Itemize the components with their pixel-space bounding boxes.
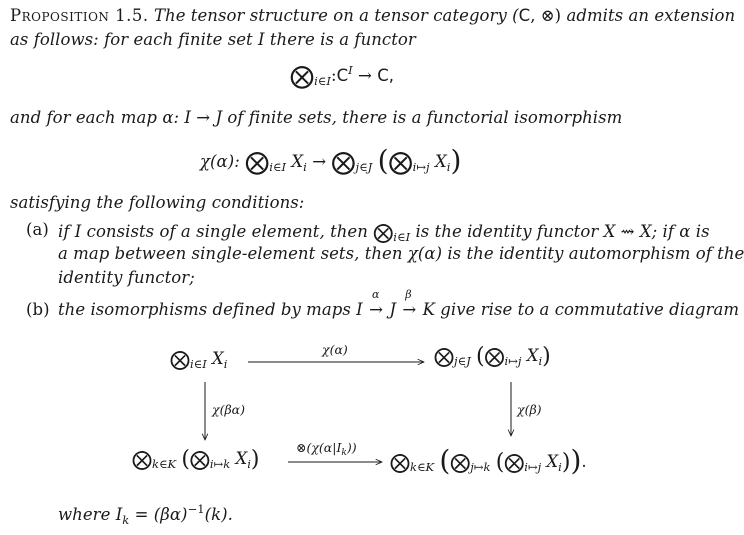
alpha-label: α — [372, 288, 380, 301]
otimes-symbol-mid: ⨂ — [450, 450, 471, 474]
chi-alpha: χ(α): — [200, 152, 240, 171]
otimes-symbol-inner: ⨂ — [189, 447, 210, 471]
X-var: X — [526, 346, 539, 365]
left-paren: ( — [475, 344, 485, 369]
conditions-intro: satisfying the following conditions: — [10, 193, 305, 212]
colon: : — [330, 66, 337, 85]
comma-otimes: , ⊗) — [530, 6, 562, 25]
otimes-symbol: ⨂ — [373, 220, 394, 244]
statement-part-2: admits an extension — [561, 6, 736, 25]
otimes-symbol: ⨂ — [390, 450, 410, 474]
bottom-label-main: ⊗(χ(α|I — [296, 440, 342, 455]
where-k-sub: k — [122, 513, 130, 527]
arrow: → — [312, 152, 327, 171]
where-text: where — [58, 505, 116, 524]
condition-a-label: (a) — [26, 220, 49, 239]
node-bottom-left — [132, 447, 260, 472]
domain-category: C — [336, 66, 349, 85]
right-paren: ) — [542, 344, 551, 369]
line3-text2: of finite sets, there is a functorial isomorphism — [222, 108, 623, 127]
otimes-symbol: ⨂ — [132, 447, 152, 471]
X-var: X — [546, 452, 559, 471]
right-arrow-label: χ(β) — [517, 402, 542, 417]
category-symbol: C — [518, 6, 531, 25]
inner-left-paren: ( — [495, 450, 505, 475]
b-J: J — [389, 300, 396, 319]
otimes-symbol-1: ⨂ — [245, 148, 270, 176]
bl-inner-sub: i↦k — [209, 457, 231, 471]
a-end: ; if α is — [651, 222, 710, 241]
tl-sub: i∈I — [190, 357, 207, 371]
outer-right-paren: ) — [570, 444, 582, 477]
index-i-in-I: i∈I — [269, 160, 287, 174]
b-I: I — [356, 300, 363, 319]
bl-sub: k∈K — [152, 457, 177, 471]
X-var-2: X — [434, 152, 447, 171]
left-paren: ( — [377, 144, 389, 177]
b-post: give rise to a commutative diagram — [434, 300, 740, 319]
statement-line-2-end: there is a functor — [264, 30, 416, 49]
node-top-right — [434, 344, 551, 369]
index-i-maps-j: i↦j — [412, 160, 430, 174]
otimes-symbol-inner: ⨂ — [484, 344, 505, 368]
where-end: (k). — [204, 505, 233, 524]
a-post: is the identity functor — [410, 222, 604, 241]
condition-a-line-3: identity functor; — [58, 268, 195, 287]
line3-text1: and for each map — [10, 108, 163, 127]
a-sub: i∈I — [393, 230, 411, 244]
condition-a-line-2: a map between single-element sets, then χ(α) is the identity automorphism of the — [58, 244, 744, 263]
X-var: X — [291, 152, 304, 171]
arrow-2: → — [402, 300, 417, 319]
node-bottom-right — [390, 444, 587, 477]
otimes-symbol: ⨂ — [290, 62, 315, 90]
i-sub: i — [558, 460, 562, 474]
otimes-symbol-2: ⨂ — [331, 148, 356, 176]
where-eq: = (βα) — [129, 505, 188, 524]
a-mid: consists of a single element, then — [81, 222, 374, 241]
i-sub-2: i — [446, 160, 451, 174]
a-I: I — [74, 222, 82, 241]
tr-inner-sub: i↦j — [504, 354, 522, 368]
otimes-symbol-inner: ⨂ — [504, 450, 525, 474]
var-I: I — [258, 30, 265, 49]
right-paren: ) — [250, 447, 260, 472]
period: . — [581, 452, 587, 471]
outer-left-paren: ( — [439, 444, 451, 477]
codomain: C, — [377, 66, 395, 85]
where-I: I — [115, 505, 123, 524]
left-arrow-label: χ(βα) — [212, 402, 245, 417]
a-X: X ⇝ X — [603, 222, 652, 241]
index-j-in-J: j∈J — [355, 160, 373, 174]
top-arrow-label: χ(α) — [322, 342, 348, 357]
i-sub: i — [247, 457, 251, 471]
right-paren: ) — [450, 144, 462, 177]
b-pre: the isomorphisms defined by maps — [58, 300, 357, 319]
left-paren: ( — [181, 447, 190, 472]
tr-sub: j∈J — [454, 354, 471, 368]
otimes-symbol: ⨂ — [170, 347, 190, 371]
br-sub: k∈K — [410, 460, 435, 474]
X-var: X — [235, 449, 248, 468]
br-inner-sub: i↦j — [524, 460, 542, 474]
arrow-1: → — [369, 300, 383, 319]
where-exp: −1 — [187, 502, 205, 516]
alpha-map: α: I → J — [162, 108, 223, 127]
i-sub: i — [223, 357, 228, 371]
proposition-heading: Proposition 1.5. — [10, 6, 149, 25]
statement-line-2: as follows: for each finite set — [10, 30, 258, 49]
beta-label: β — [405, 288, 412, 301]
arrow: → — [358, 66, 372, 85]
i-sub: i — [303, 160, 307, 174]
index-i-in-I: i∈I — [314, 74, 331, 88]
statement-part-1: The tensor structure on a tensor category ( — [153, 6, 519, 25]
otimes-symbol: ⨂ — [434, 344, 454, 368]
where-line — [58, 502, 233, 527]
domain-exponent: I — [348, 63, 353, 77]
condition-b-label: (b) — [26, 300, 50, 319]
a-pre: if — [58, 222, 75, 241]
otimes-symbol-3: ⨂ — [388, 148, 413, 176]
X-var: X — [211, 349, 224, 368]
inner-right-paren: ) — [561, 450, 571, 475]
b-K: K — [422, 300, 435, 319]
bottom-label-sub: k — [341, 448, 347, 458]
bottom-arrow-label — [296, 440, 357, 458]
bottom-label-end: )) — [346, 440, 357, 455]
br-mid-sub: j↦k — [470, 460, 491, 474]
node-top-left — [170, 347, 227, 371]
i-sub: i — [538, 354, 543, 368]
